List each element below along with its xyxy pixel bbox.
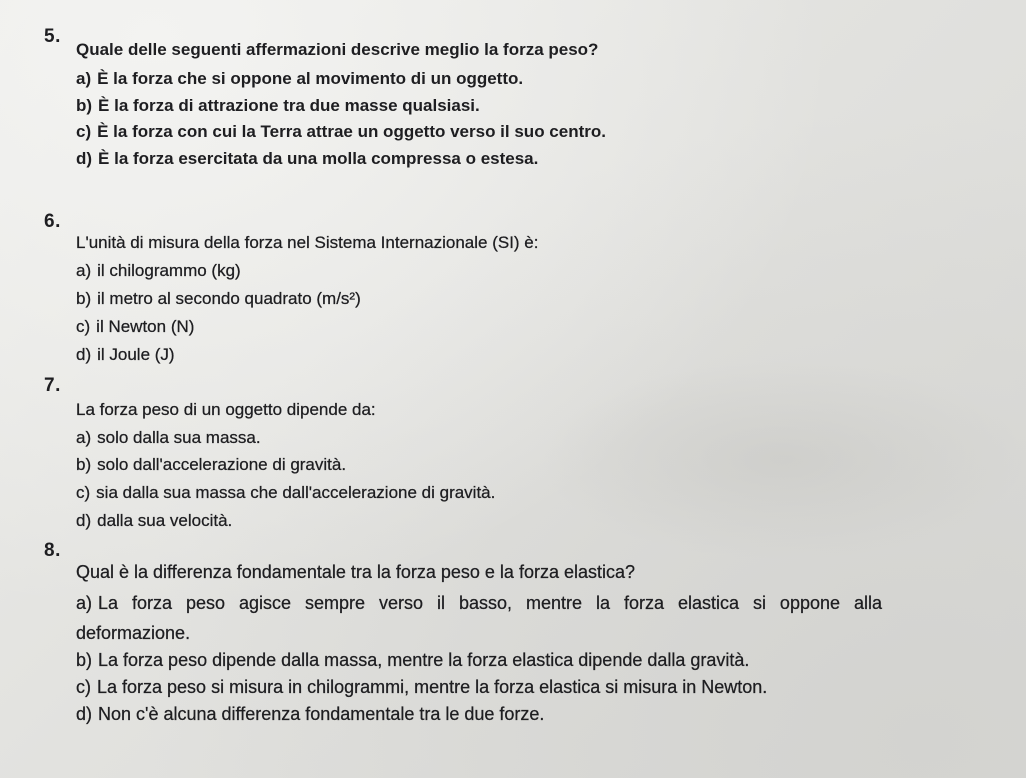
- question-7-prompt: La forza peso di un oggetto dipende da:: [76, 400, 376, 419]
- option-text: È la forza che si oppone al movimento di un oggetto.: [97, 69, 524, 88]
- option-text: La forza peso agisce sempre verso il basso, mentre la forza elastica si oppone alla: [98, 593, 882, 613]
- question-6-prompt: L'unità di misura della forza nel Sistema Internazionale (SI) è:: [76, 233, 539, 252]
- option-text: È la forza di attrazione tra due masse qualsiasi.: [98, 96, 480, 115]
- option-letter: a): [76, 261, 92, 280]
- question-8-option-c: [76, 677, 767, 698]
- question-6-option-b: [76, 289, 361, 309]
- option-text: La forza peso dipende dalla massa, mentre la forza elastica dipende dalla gravità.: [98, 650, 750, 670]
- option-letter: c): [76, 677, 91, 697]
- question-7-option-b: [76, 455, 346, 475]
- option-text: È la forza con cui la Terra attrae un oggetto verso il suo centro.: [97, 122, 606, 141]
- question-7-option-a: [76, 428, 261, 448]
- option-text: sia dalla sua massa che dall'accelerazione di gravità.: [96, 483, 496, 502]
- question-6-option-c: [76, 317, 194, 337]
- option-letter: a): [76, 428, 92, 447]
- option-letter: a): [76, 69, 92, 88]
- option-text: il chilogrammo (kg): [97, 261, 241, 280]
- question-7-option-d: [76, 511, 232, 531]
- option-text: La forza peso si misura in chilogrammi, mentre la forza elastica si misura in Newton.: [97, 677, 768, 697]
- question-5-option-c: [76, 122, 606, 142]
- question-5-option-a: [76, 69, 523, 89]
- question-8-option-a-continuation: deformazione.: [76, 623, 191, 643]
- option-text: il metro al secondo quadrato (m/s²): [97, 289, 361, 308]
- option-text: solo dalla sua massa.: [97, 428, 261, 447]
- option-letter: b): [76, 96, 93, 115]
- question-5-option-b: [76, 96, 480, 116]
- option-text: il Joule (J): [97, 345, 175, 364]
- question-8-option-d: [76, 704, 544, 725]
- option-letter: b): [76, 289, 92, 308]
- option-letter: a): [76, 593, 93, 613]
- option-letter: b): [76, 455, 92, 474]
- question-5-option-d: [76, 149, 538, 169]
- option-text: solo dall'accelerazione di gravità.: [97, 455, 347, 474]
- question-8-number: 8.: [44, 540, 61, 561]
- option-letter: c): [76, 122, 92, 141]
- option-text: il Newton (N): [96, 317, 195, 336]
- option-letter: c): [76, 317, 91, 336]
- option-letter: b): [76, 650, 93, 670]
- question-5-number: 5.: [44, 26, 61, 47]
- option-letter: d): [76, 704, 93, 724]
- question-8-option-b: [76, 650, 749, 671]
- question-8-prompt: Qual è la differenza fondamentale tra la forza peso e la forza elastica?: [76, 562, 636, 582]
- question-6-option-d: [76, 345, 175, 365]
- question-6-number: 6.: [44, 211, 61, 232]
- option-letter: c): [76, 483, 91, 502]
- question-5-prompt: Quale delle seguenti affermazioni descrive meglio la forza peso?: [76, 40, 599, 59]
- question-6-option-a: [76, 261, 241, 281]
- question-7-number: 7.: [44, 375, 61, 396]
- option-letter: d): [76, 345, 92, 364]
- question-8-option-a: [76, 593, 882, 614]
- question-7-option-c: [76, 483, 495, 503]
- option-text: È la forza esercitata da una molla compressa o estesa.: [98, 149, 539, 168]
- page-shadow: [540, 360, 1026, 560]
- option-text: dalla sua velocità.: [97, 511, 233, 530]
- option-letter: d): [76, 149, 93, 168]
- option-text: Non c'è alcuna differenza fondamentale tra le due forze.: [98, 704, 545, 724]
- option-letter: d): [76, 511, 92, 530]
